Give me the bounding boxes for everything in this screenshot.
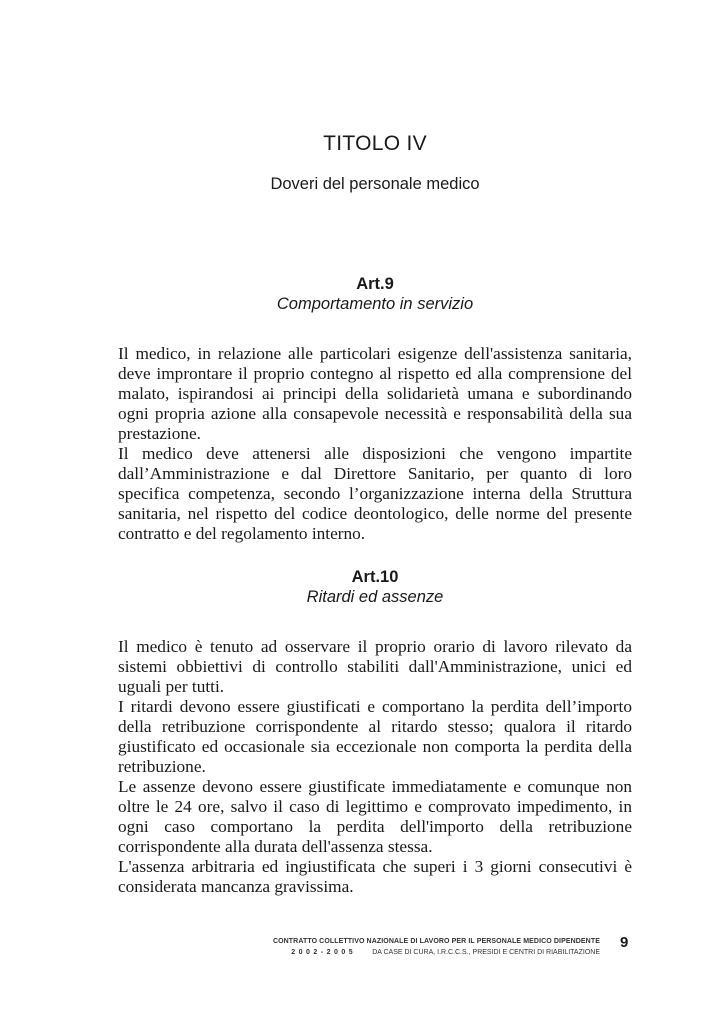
article-paragraph: Il medico è tenuto ad osservare il proprio orario di lavoro rilevato da sistemi obbiettivi di controllo stabiliti dall'Amministrazione, unici ed uguali per tutti. (118, 637, 632, 696)
article-paragraph: Il medico deve attenersi alle disposizioni che vengono impartite dall’Amministrazione e dal Direttore Sanitario, per quanto di loro specifica competenza, secondo l’organizzazione interna della Struttura sanitaria, nel rispetto del codice deontologico, delle norme del presente contratto e del regolamento interno. (118, 444, 632, 543)
page-footer (200, 936, 600, 958)
article-paragraph: Le assenze devono essere giustificate immediatamente e comunque non oltre le 24 ore, salvo il caso di legittimo e comprovato impedimento, in ogni caso comportano la perdita dell'importo della retribuzione corrispondente alla durata dell'assenza stessa. (118, 777, 632, 856)
article-10 (118, 567, 632, 897)
article-9 (118, 274, 632, 544)
section-subtitle: Doveri del personale medico (270, 175, 480, 193)
footer-subline (200, 947, 600, 958)
article-paragraph: L'assenza arbitraria ed ingiustificata che superi i 3 giorni consecutivi è considerata mancanza gravissima. (118, 857, 632, 896)
footer-years: 2002-2005 (291, 949, 357, 956)
article-heading: Comportamento in servizio (276, 295, 474, 313)
footer-contract-title: CONTRATTO COLLETTIVO NAZIONALE DI LAVORO PER IL PERSONALE MEDICO DIPENDENTE (272, 938, 600, 945)
section-title: TITOLO IV (323, 132, 427, 155)
article-heading: Ritardi ed assenze (306, 588, 444, 606)
article-paragraph: I ritardi devono essere giustificati e comportano la perdita dell’importo della retribuzione corrispondente al ritardo stesso; qualora il ritardo giustificato ed occasionale sia eccezionale non comporta la perdita della retribuzione. (118, 697, 632, 776)
page-number: 9 (620, 934, 629, 951)
footer-scope: DA CASE DI CURA, I.R.C.C.S., PRESIDI E CENTRI DI RIABILITAZIONE (372, 949, 600, 956)
article-number: Art.9 (356, 275, 394, 293)
article-number: Art.10 (351, 568, 399, 586)
article-paragraph: Il medico, in relazione alle particolari esigenze dell'assistenza sanitaria, deve improntare il proprio contegno al rispetto ed alla comprensione del malato, ispirandosi ai principi della solidarietà umana e subordinando ogni propria azione alla consapevole necessità e responsabilità della sua prestazione. (118, 344, 632, 443)
